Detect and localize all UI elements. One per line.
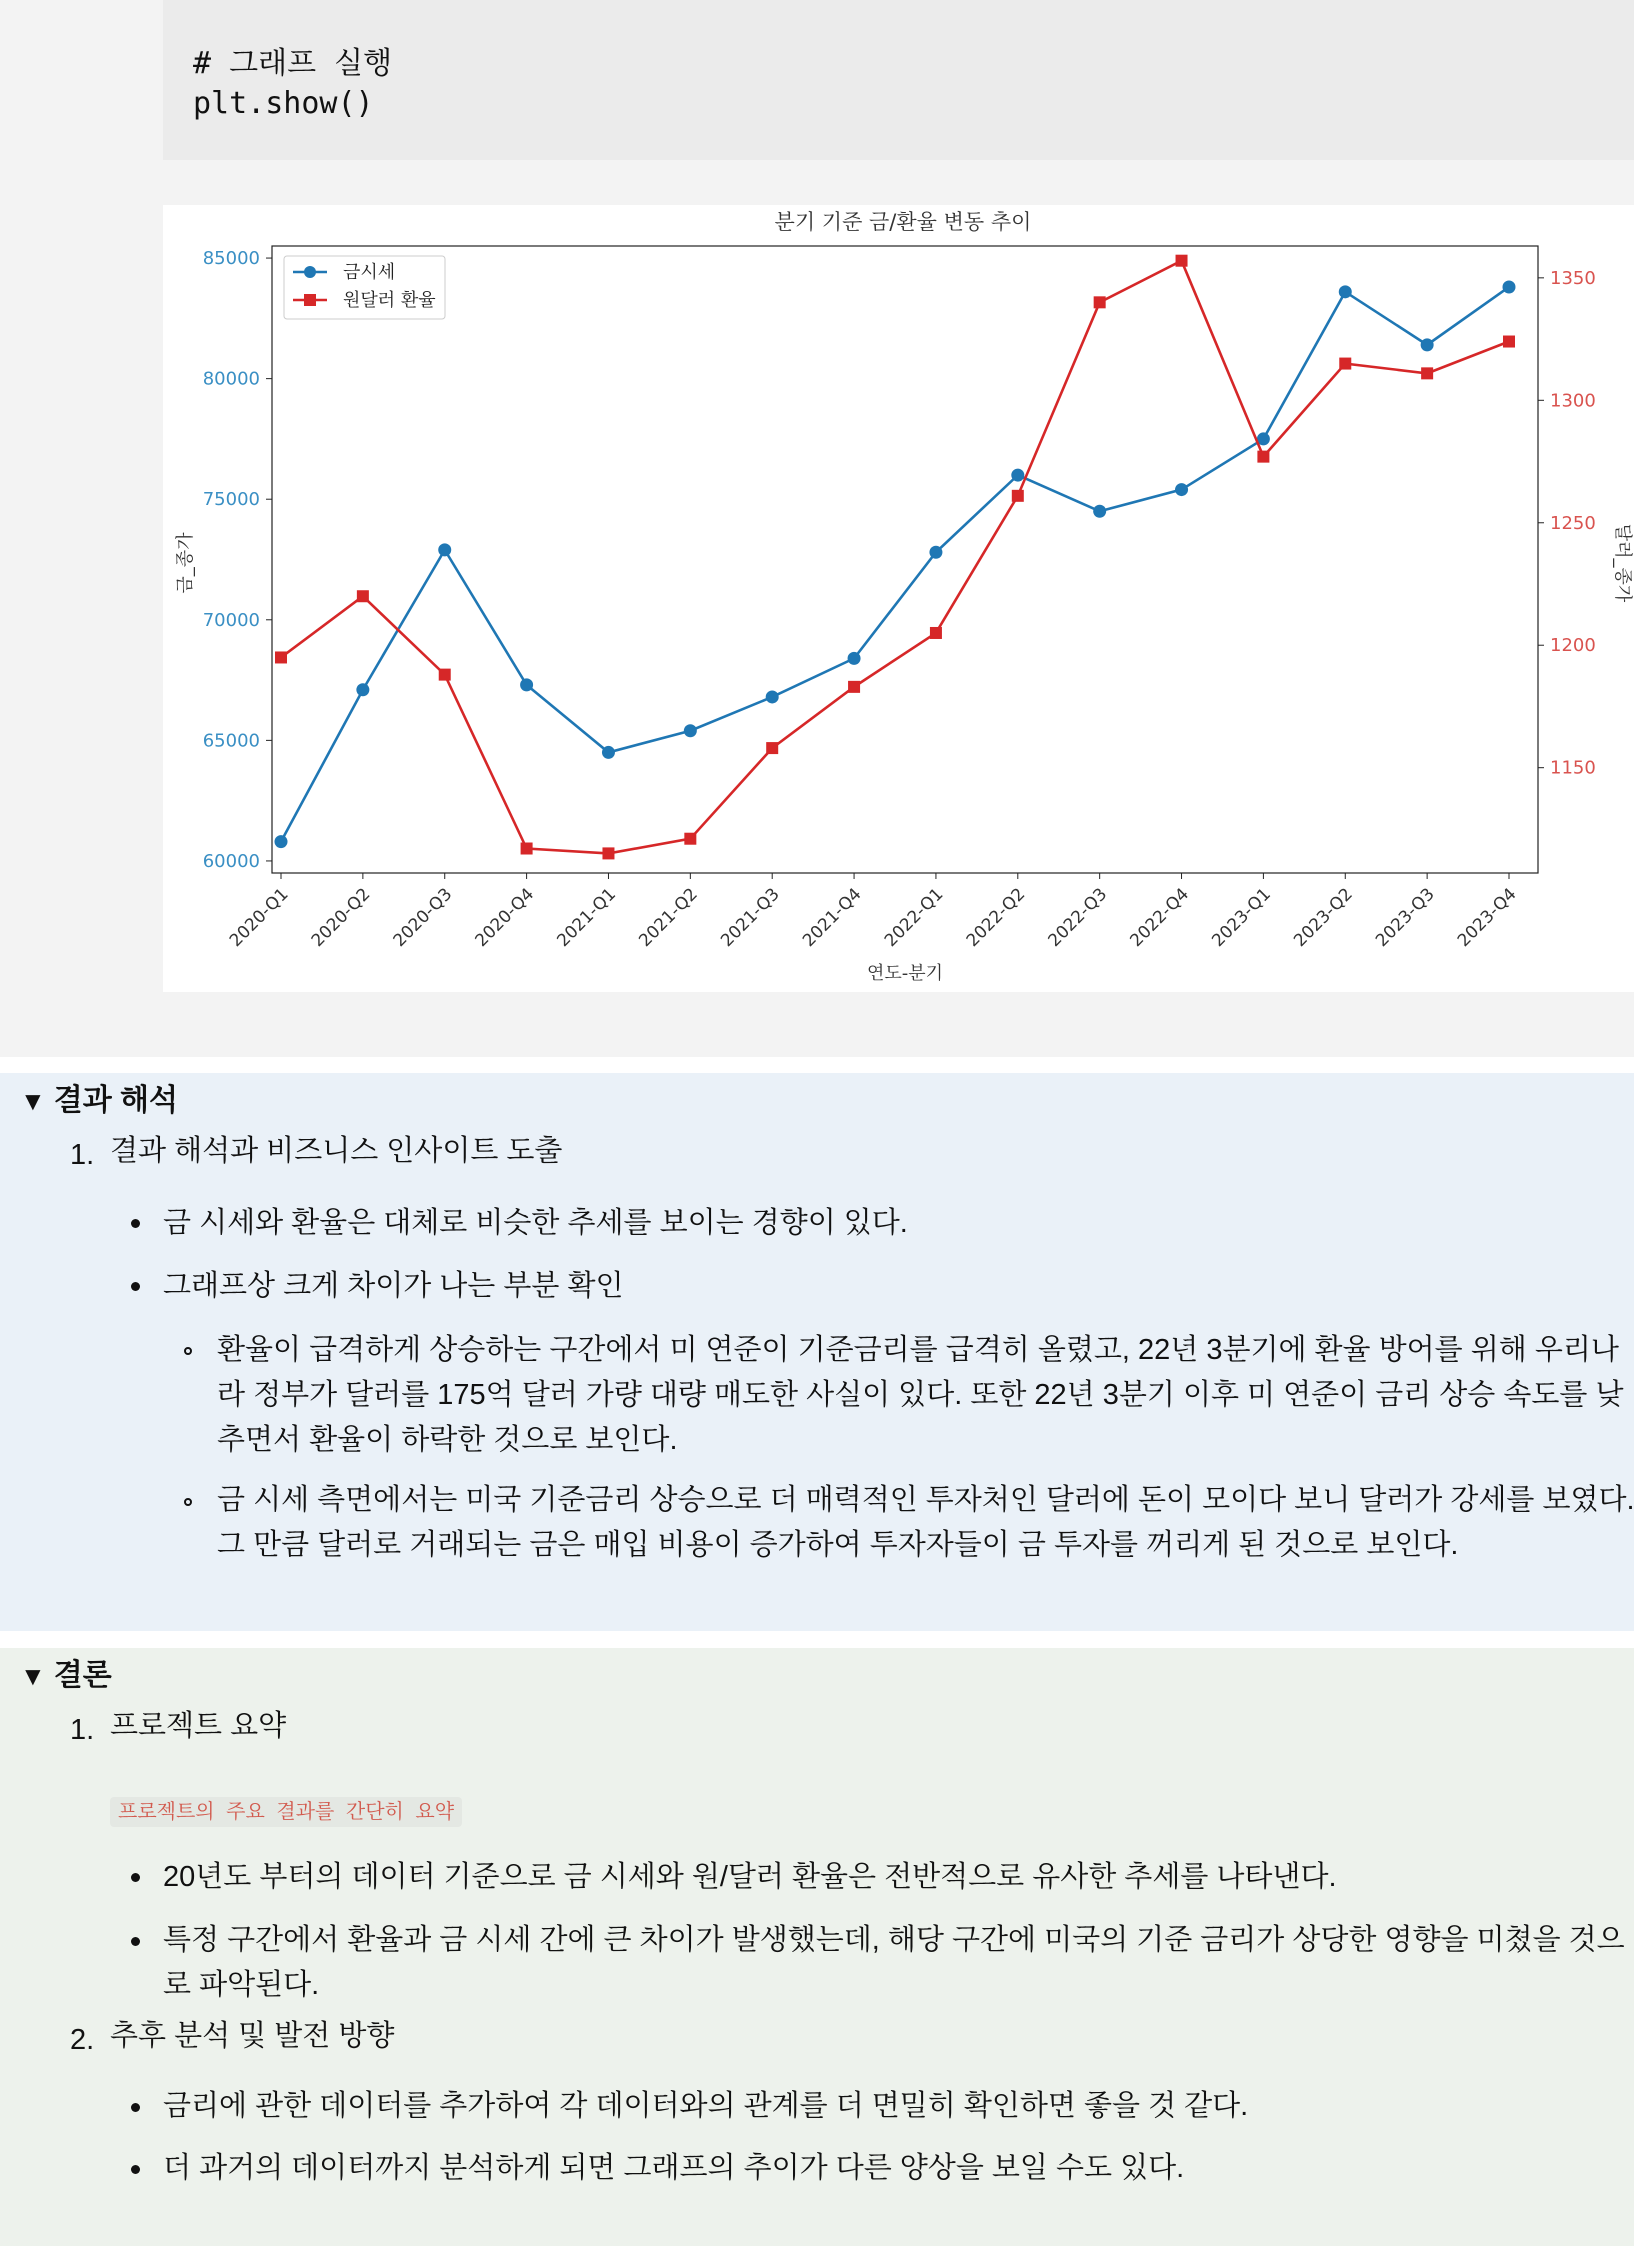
data-point-fx [848, 681, 860, 693]
y-axis-label-right: 달러_종가 [1612, 523, 1633, 603]
data-point-gold [275, 835, 288, 848]
data-point-gold [1093, 505, 1106, 518]
result-bullet-1: 금 시세와 환율은 대체로 비슷한 추세를 보이는 경향이 있다. [163, 1207, 908, 1239]
summary-tag: 프로젝트의 주요 결과를 간단히 요약 [110, 1797, 462, 1827]
legend-marker-gold [304, 266, 316, 278]
toggle-triangle-icon[interactable]: ▼ [20, 1086, 46, 1116]
y-tick-left-label: 85000 [202, 248, 260, 270]
y-tick-left-label: 80000 [202, 368, 260, 390]
chart-title: 분기 기준 금/환율 변동 추이 [774, 210, 1032, 234]
data-point-fx [275, 651, 287, 663]
data-point-gold [766, 690, 779, 703]
bullet-dot-icon [131, 2165, 140, 2174]
y-tick-left-label: 60000 [202, 850, 260, 872]
data-point-fx [766, 742, 778, 754]
toggle-triangle-icon[interactable]: ▼ [20, 1661, 46, 1691]
conclusion-item1-number: 1. [70, 1714, 95, 1746]
data-point-fx [1012, 490, 1024, 502]
x-tick-label: 2023-Q1 [1208, 884, 1275, 952]
dual-axis-line-chart [163, 205, 1634, 992]
x-tick-label: 2023-Q4 [1453, 884, 1521, 952]
y-tick-left-label: 75000 [202, 489, 260, 511]
data-point-gold [1339, 285, 1352, 298]
data-point-gold [1503, 280, 1516, 293]
conclusion-section [0, 1648, 1634, 2246]
conclusion-bullet-1: 20년도 부터의 데이터 기준으로 금 시세와 원/달러 환율은 전반적으로 유사한 추세를 나타낸다. [163, 1861, 1337, 1893]
data-point-gold [848, 652, 861, 665]
sub-bullet-ring-icon [184, 1498, 192, 1506]
result-sub2-line1: 금 시세 측면에서는 미국 기준금리 상승으로 더 매력적인 투자처인 달러에 돈이 모이다 보니 달러가 강세를 보였다. [217, 1484, 1635, 1516]
data-point-gold [1421, 338, 1434, 351]
y-tick-right-label: 1200 [1550, 635, 1596, 657]
data-point-fx [1176, 255, 1188, 267]
data-point-fx [1339, 358, 1351, 370]
result-item1-text: 결과 해석과 비즈니스 인사이트 도출 [110, 1135, 563, 1167]
data-point-fx [684, 833, 696, 845]
x-tick-label: 2022-Q2 [962, 884, 1030, 952]
data-point-fx [1257, 451, 1269, 463]
data-point-fx [1503, 336, 1515, 348]
conclusion-bullet-2-line2: 로 파악된다. [163, 1969, 320, 2001]
legend-marker-fx [304, 294, 316, 306]
data-point-gold [929, 546, 942, 559]
data-point-gold [1011, 469, 1024, 482]
data-point-gold [602, 746, 615, 759]
sub-bullet-ring-icon [184, 1347, 192, 1355]
x-tick-label: 2020-Q4 [471, 884, 539, 952]
x-tick-label: 2020-Q3 [389, 884, 457, 952]
x-tick-label: 2021-Q4 [798, 884, 866, 952]
y-tick-right-label: 1250 [1550, 512, 1596, 534]
result-toggle-heading[interactable] [20, 1075, 178, 1119]
bullet-dot-icon [131, 1282, 140, 1291]
conclusion-bullet2-1: 금리에 관한 데이터를 추가하여 각 데이터와의 관계를 더 면밀히 확인하면 좋을 것 같다. [163, 2090, 1249, 2122]
conclusion-item2-text: 추후 분석 및 발전 방향 [110, 2020, 395, 2052]
x-tick-label: 2021-Q1 [553, 884, 621, 952]
x-tick-label: 2023-Q2 [1290, 884, 1357, 952]
bullet-dot-icon [131, 1219, 140, 1228]
x-tick-label: 2022-Q4 [1126, 884, 1194, 952]
legend-label-gold: 금시세 [343, 262, 396, 283]
x-tick-label: 2021-Q2 [635, 884, 702, 952]
code-line-plt-show: plt.show() [193, 86, 374, 121]
data-point-fx [1094, 296, 1106, 308]
code-comment-line: # 그래프 실행 [193, 46, 393, 81]
y-axis-label-left: 금_종가 [175, 532, 196, 594]
data-point-fx [1421, 367, 1433, 379]
data-point-fx [930, 627, 942, 639]
data-point-gold [1175, 483, 1188, 496]
result-sub1-line2: 라 정부가 달러를 175억 달러 가량 대량 매도한 사실이 있다. 또한 22년 3분기 이후 미 연준이 금리 상승 속도를 낮 [217, 1379, 1624, 1411]
conclusion-toggle-heading[interactable] [20, 1650, 112, 1694]
data-point-fx [521, 843, 533, 855]
result-item1-number: 1. [70, 1139, 95, 1171]
chart-figure [163, 205, 1634, 992]
series-line-0 [281, 287, 1509, 842]
code-block[interactable] [163, 0, 1634, 160]
y-tick-right-label: 1350 [1550, 267, 1596, 289]
result-sub2-line2: 그 만큼 달러로 거래되는 금은 매입 비용이 증가하여 투자자들이 금 투자를 꺼리게 된 것으로 보인다. [217, 1529, 1459, 1561]
x-axis-label: 연도-분기 [866, 963, 944, 984]
result-sub1-line1: 환율이 급격하게 상승하는 구간에서 미 연준이 기준금리를 급격히 올렸고, 22년 3분기에 환율 방어를 위해 우리나 [217, 1334, 1619, 1366]
x-tick-label: 2023-Q3 [1372, 884, 1439, 952]
result-heading: 결과 해석 [53, 1084, 178, 1117]
chart-legend [284, 256, 445, 319]
data-point-fx [602, 847, 614, 859]
data-point-fx [357, 590, 369, 602]
x-tick-label: 2020-Q2 [307, 884, 375, 952]
legend-label-fx: 원달러 환율 [343, 290, 436, 311]
data-point-gold [356, 683, 369, 696]
y-tick-left-label: 70000 [202, 609, 260, 631]
data-point-gold [438, 543, 451, 556]
x-tick-label: 2020-Q1 [225, 884, 293, 952]
code-output-panel [0, 0, 1634, 1057]
y-tick-right-label: 1300 [1550, 390, 1596, 412]
result-bullet-2: 그래프상 크게 차이가 나는 부분 확인 [163, 1270, 624, 1302]
conclusion-bullet-2-line1: 특정 구간에서 환율과 금 시세 간에 큰 차이가 발생했는데, 해당 구간에 미국의 기준 금리가 상당한 영향을 미쳤을 것으 [163, 1924, 1625, 1956]
y-tick-right-label: 1150 [1550, 757, 1596, 779]
data-point-gold [520, 678, 533, 691]
result-sub1-line3: 추면서 환율이 하락한 것으로 보인다. [217, 1424, 678, 1456]
conclusion-item1-text: 프로젝트 요약 [110, 1710, 287, 1742]
data-point-fx [439, 669, 451, 681]
result-interpretation-section [0, 1073, 1634, 1631]
data-point-gold [684, 724, 697, 737]
conclusion-heading: 결론 [53, 1659, 112, 1692]
bullet-dot-icon [131, 2103, 140, 2112]
x-tick-label: 2022-Q3 [1044, 884, 1112, 952]
x-tick-label: 2022-Q1 [880, 884, 948, 952]
y-tick-left-label: 65000 [202, 730, 260, 752]
bullet-dot-icon [131, 1937, 140, 1946]
bullet-dot-icon [131, 1873, 140, 1882]
x-tick-label: 2021-Q3 [717, 884, 784, 952]
plot-frame [272, 246, 1538, 873]
conclusion-item2-number: 2. [70, 2024, 95, 2056]
series-line-1 [281, 261, 1509, 854]
conclusion-bullet2-2: 더 과거의 데이터까지 분석하게 되면 그래프의 추이가 다른 양상을 보일 수도 있다. [163, 2152, 1185, 2184]
